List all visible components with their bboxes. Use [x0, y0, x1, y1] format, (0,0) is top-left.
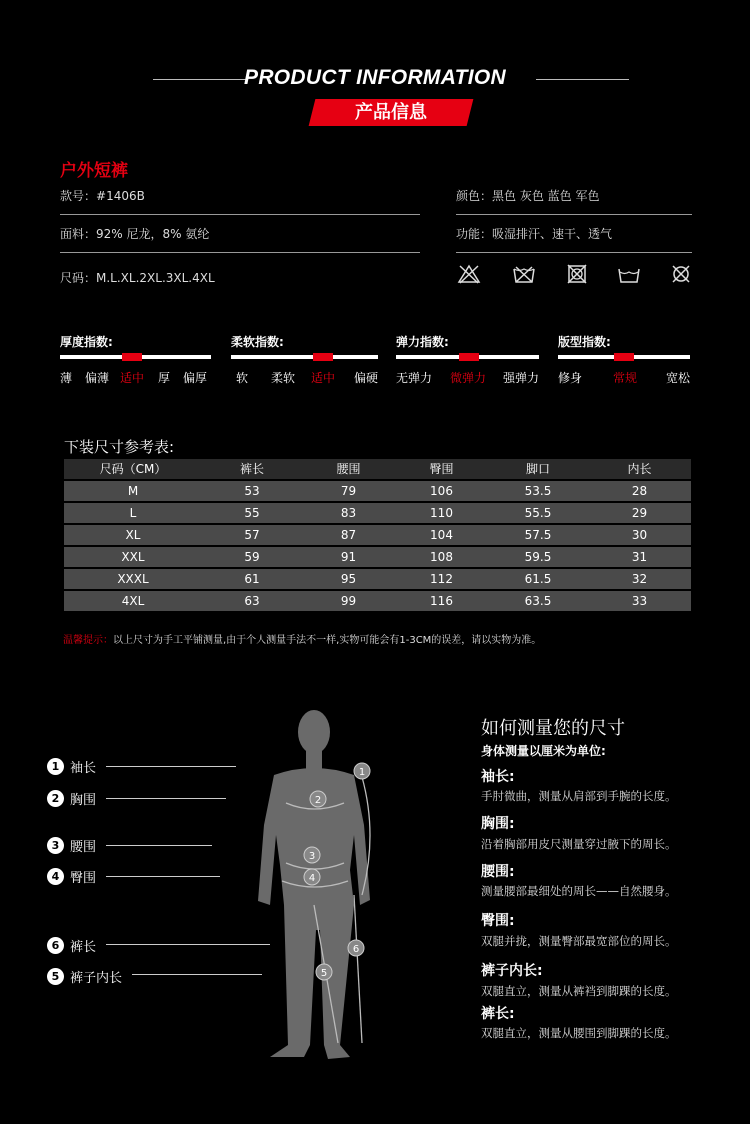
- measure-item-chest: [47, 789, 96, 807]
- measure-label: 胸围: [70, 792, 97, 808]
- table-cell: XXXL: [117, 572, 149, 586]
- measure-item-inseam: [47, 967, 122, 985]
- measure-label: 裤子内长: [70, 970, 123, 986]
- no-bleach-icon: [457, 264, 481, 284]
- index-label-active: 适中: [311, 371, 336, 385]
- measure-item-waist: [47, 836, 96, 854]
- table-cell: 91: [340, 550, 357, 564]
- size-tip: [63, 631, 541, 646]
- table-row: [64, 481, 691, 501]
- table-header-cell: 臀围: [429, 462, 454, 476]
- hand-wash-icon: [512, 264, 536, 284]
- table-cell: 53: [244, 484, 260, 498]
- index-label: 宽松: [666, 371, 691, 385]
- product-name: 户外短裤: [60, 161, 128, 181]
- function-label: 功能：: [456, 227, 493, 241]
- table-cell: M: [127, 484, 139, 498]
- svg-text:4: 4: [308, 873, 316, 884]
- size-info: [60, 269, 215, 286]
- size-table: [64, 459, 691, 613]
- table-cell: 55.5: [524, 506, 552, 520]
- how-heading: 裤长:: [481, 1006, 515, 1022]
- table-cell: 53.5: [524, 484, 552, 498]
- wash-tub-icon: [617, 264, 641, 284]
- divider: [60, 252, 420, 253]
- table-header-cell: 尺码（CM）: [99, 462, 167, 476]
- measure-label: 裤长: [70, 939, 97, 955]
- leader-line: [106, 944, 270, 945]
- table-cell: 108: [430, 550, 453, 564]
- table-cell: XL: [125, 528, 141, 542]
- index-marker: [459, 353, 479, 361]
- index-label: 薄: [60, 371, 73, 385]
- measure-label: 臀围: [70, 870, 97, 886]
- how-heading: 胸围:: [481, 816, 515, 832]
- table-cell: 28: [631, 484, 648, 498]
- index-title: 柔软指数:: [231, 335, 284, 349]
- index-label: 软: [236, 371, 249, 385]
- index-label: 偏薄: [85, 371, 110, 385]
- measure-number: 4: [47, 868, 64, 885]
- measure-item-sleeve: [47, 757, 96, 775]
- index-marker: [614, 353, 634, 361]
- measure-label: 腰围: [70, 839, 97, 855]
- index-label: 无弹力: [396, 371, 433, 385]
- table-cell: XXL: [121, 550, 145, 564]
- table-cell: 29: [631, 506, 648, 520]
- measure-number: 5: [47, 968, 64, 985]
- color-value: 黑色 灰色 蓝色 军色: [492, 189, 600, 203]
- index-marker: [313, 353, 333, 361]
- table-cell: 33: [631, 594, 648, 608]
- leader-line: [132, 974, 262, 975]
- table-cell: 63.5: [524, 594, 552, 608]
- index-title: 弹力指数:: [396, 335, 449, 349]
- index-bar: [231, 355, 378, 359]
- table-cell: 57.5: [524, 528, 552, 542]
- table-cell: 106: [430, 484, 453, 498]
- table-cell: 116: [430, 594, 453, 608]
- size-table-title: 下装尺寸参考表:: [64, 438, 175, 456]
- index-title: 厚度指数:: [60, 335, 113, 349]
- table-row: [64, 503, 691, 523]
- divider: [60, 214, 420, 215]
- table-row: [64, 547, 691, 567]
- table-cell: 79: [340, 484, 357, 498]
- how-to-measure-title: 如何测量您的尺寸: [481, 718, 625, 739]
- table-row: [64, 525, 691, 545]
- how-heading: 袖长:: [481, 769, 515, 785]
- how-description: 双腿直立，测量从裤裆到脚踝的长度。: [481, 984, 677, 998]
- table-cell: 63: [244, 594, 260, 608]
- index-label-active: 微弹力: [450, 371, 487, 385]
- how-heading: 裤子内长:: [481, 963, 543, 979]
- index-label: 厚: [158, 371, 171, 385]
- measure-item-pants-length: [47, 936, 96, 954]
- table-header-row: [64, 459, 691, 479]
- fabric-label: 面料：: [60, 227, 97, 241]
- how-description: 测量腰部最细处的周长——自然腰身。: [481, 884, 677, 898]
- table-row: [64, 591, 691, 611]
- how-description: 手肘微曲，测量从肩部到手腕的长度。: [481, 789, 677, 803]
- table-header-cell: 内长: [627, 462, 652, 476]
- table-cell: 61: [244, 572, 260, 586]
- table-header-cell: 脚口: [525, 462, 550, 476]
- table-cell: 104: [430, 528, 453, 542]
- fabric-info: [60, 225, 209, 242]
- leader-line: [106, 766, 236, 767]
- tip-text: 以上尺寸为手工平铺测量,由于个人测量手法不一样,实物可能会有1-3CM的误差，请以实物为准。: [113, 635, 542, 646]
- page-title: PRODUCT INFORMATION: [244, 66, 506, 89]
- measure-number: 1: [47, 758, 64, 775]
- no-tumble-dry-icon: [565, 264, 589, 284]
- table-cell: 57: [244, 528, 260, 542]
- index-label: 偏硬: [354, 371, 379, 385]
- table-cell: 59.5: [524, 550, 552, 564]
- svg-text:1: 1: [358, 767, 366, 778]
- leader-line: [106, 876, 220, 877]
- body-figure: [250, 705, 390, 1065]
- table-cell: 55: [244, 506, 260, 520]
- index-label: 修身: [558, 371, 583, 385]
- style-info: [60, 187, 145, 204]
- fabric-value: 92% 尼龙，8% 氨纶: [96, 227, 210, 241]
- color-info: [456, 187, 599, 204]
- how-heading: 臀围:: [481, 913, 515, 929]
- table-row: [64, 569, 691, 589]
- table-cell: 4XL: [121, 594, 145, 608]
- svg-text:3: 3: [308, 851, 316, 862]
- measure-item-hip: [47, 867, 96, 885]
- leader-line: [106, 798, 226, 799]
- how-description: 双腿并拢，测量臀部最宽部位的周长。: [481, 934, 677, 948]
- how-to-measure-subtitle: 身体测量以厘米为单位:: [481, 744, 606, 758]
- table-cell: 59: [244, 550, 260, 564]
- table-cell: 30: [631, 528, 648, 542]
- how-description: 双腿直立，测量从腰围到脚踝的长度。: [481, 1026, 677, 1040]
- measure-number: 3: [47, 837, 64, 854]
- table-cell: 110: [430, 506, 453, 520]
- index-label-active: 常规: [613, 371, 638, 385]
- table-cell: 32: [631, 572, 648, 586]
- tip-label: 温馨提示：: [63, 635, 113, 646]
- leader-line: [106, 845, 212, 846]
- svg-text:2: 2: [314, 795, 322, 806]
- function-value: 吸湿排汗、速干、透气: [492, 227, 613, 241]
- index-label-active: 适中: [120, 371, 145, 385]
- style-label: 款号：: [60, 189, 97, 203]
- table-cell: 95: [340, 572, 357, 586]
- function-info: [456, 225, 612, 242]
- how-description: 沿着胸部用皮尺测量穿过腋下的周长。: [481, 837, 677, 851]
- table-cell: 112: [430, 572, 453, 586]
- table-cell: 83: [340, 506, 357, 520]
- divider: [456, 252, 692, 253]
- svg-text:5: 5: [320, 968, 328, 979]
- table-cell: 87: [340, 528, 357, 542]
- table-cell: 99: [340, 594, 357, 608]
- table-cell: 31: [631, 550, 648, 564]
- style-value: #1406B: [96, 189, 145, 203]
- index-title: 版型指数:: [558, 335, 611, 349]
- table-header-cell: 裤长: [239, 462, 264, 476]
- index-label: 强弹力: [503, 371, 540, 385]
- measure-number: 2: [47, 790, 64, 807]
- color-label: 颜色：: [456, 189, 493, 203]
- index-label: 柔软: [271, 371, 296, 385]
- table-cell: 61.5: [524, 572, 552, 586]
- measure-number: 6: [47, 937, 64, 954]
- how-heading: 腰围:: [481, 864, 515, 880]
- no-dry-clean-icon: [669, 264, 693, 284]
- page-subtitle: 产品信息: [355, 102, 427, 123]
- measure-label: 袖长: [70, 760, 97, 776]
- table-header-cell: 腰围: [336, 462, 361, 476]
- index-marker: [122, 353, 142, 361]
- index-label: 偏厚: [183, 371, 208, 385]
- size-value: M.L.XL.2XL.3XL.4XL: [96, 271, 215, 285]
- table-cell: L: [129, 506, 137, 520]
- svg-text:6: 6: [352, 944, 360, 955]
- divider: [456, 214, 692, 215]
- size-label: 尺码：: [60, 271, 97, 285]
